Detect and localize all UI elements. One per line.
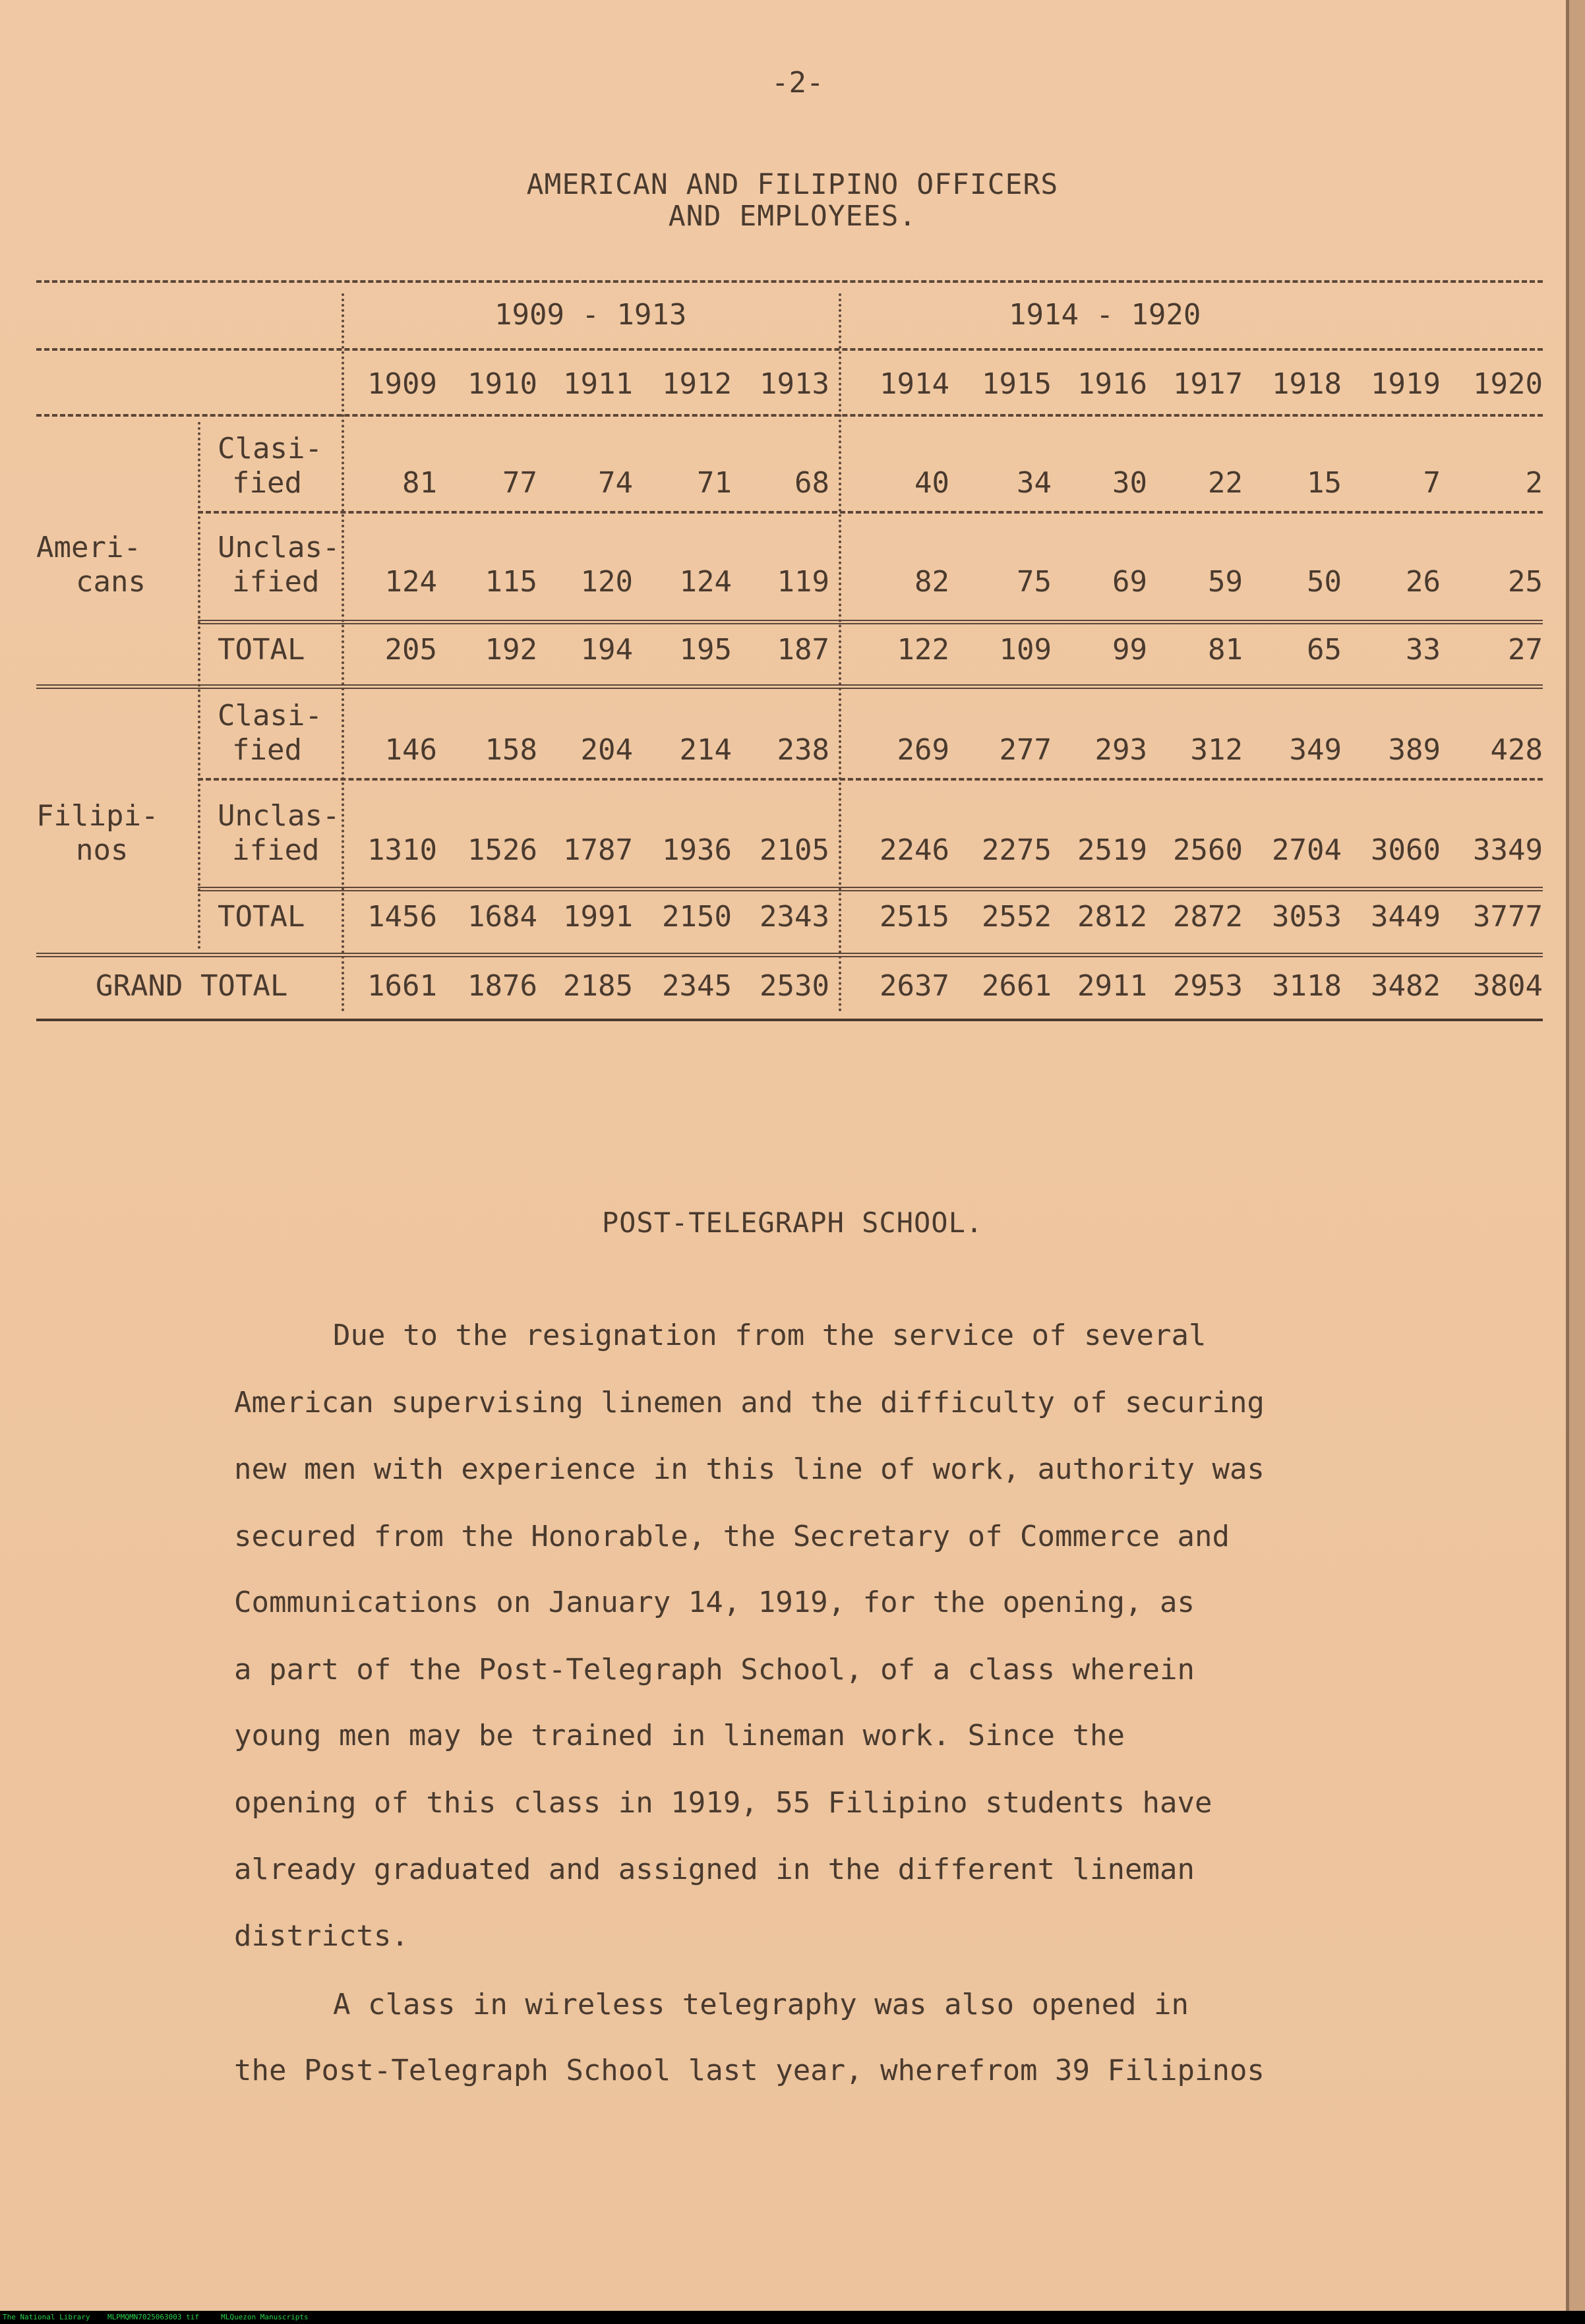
filipinos-total-cell: 3777 xyxy=(1473,900,1543,934)
filipinos-total-cell: 2343 xyxy=(760,900,829,934)
filipinos-total-cell: 1684 xyxy=(467,900,537,934)
filipinos-unclasified-cell: 2519 xyxy=(1077,833,1147,867)
filipinos-unclasified-cell: 2105 xyxy=(760,833,829,867)
grand-total-cell: 1876 xyxy=(467,969,537,1003)
year-header: 1920 xyxy=(1473,367,1543,401)
year-header: 1916 xyxy=(1077,367,1147,401)
grand-total-cell: 2661 xyxy=(982,969,1052,1003)
americans-total-cell: 205 xyxy=(384,633,437,667)
americans-unclasified-cell: 69 xyxy=(1112,565,1147,599)
grand-total-cell: 3118 xyxy=(1272,969,1342,1003)
americans-clasified-cell: 68 xyxy=(794,466,829,500)
filipinos-total-rule xyxy=(198,887,1543,891)
filipinos-sub-rule xyxy=(198,778,1543,781)
filipinos-unclasified-cell: 1936 xyxy=(662,833,732,867)
americans-unclasified-cell: 124 xyxy=(679,565,732,599)
table-title-line-2: AND EMPLOYEES. xyxy=(668,200,917,233)
filipinos-clasified-cell: 269 xyxy=(897,733,949,767)
filipinos-unclasified-cell: 2560 xyxy=(1173,833,1243,867)
americans-clasified-cell: 30 xyxy=(1112,466,1147,500)
americans-clasified-cell: 77 xyxy=(502,466,537,500)
paragraph-line: districts. xyxy=(234,1919,409,1953)
filipinos-total-cell: 1456 xyxy=(367,900,437,934)
unclasified-label: Unclas- xyxy=(218,799,340,833)
americans-unclasified-cell: 120 xyxy=(580,565,633,599)
filipinos-total-cell: 3449 xyxy=(1371,900,1441,934)
unclasified-label: Unclas- xyxy=(218,531,340,564)
clasified-label: Clasi- xyxy=(218,432,322,465)
filipinos-clasified-cell: 293 xyxy=(1094,733,1147,767)
grand-total-cell: 2637 xyxy=(880,969,949,1003)
americans-total-cell: 192 xyxy=(485,633,537,667)
americans-total-cell: 109 xyxy=(999,633,1052,667)
grand-total-cell: 3482 xyxy=(1371,969,1441,1003)
year-header: 1914 xyxy=(880,367,949,401)
filipinos-clasified-cell: 428 xyxy=(1490,733,1543,767)
page-number: -2- xyxy=(771,66,824,100)
employees-table xyxy=(0,0,1585,1068)
americans-unclasified-cell: 119 xyxy=(777,565,829,599)
grand-total-cell: 2953 xyxy=(1173,969,1243,1003)
paragraph-line: a part of the Post-Telegraph School, of a class wherein xyxy=(234,1653,1195,1686)
year-header: 1913 xyxy=(760,367,829,401)
total-label: TOTAL xyxy=(218,900,305,934)
year-header: 1909 xyxy=(367,367,437,401)
filipinos-unclasified-cell: 3060 xyxy=(1371,833,1441,867)
americans-unclasified-cell: 75 xyxy=(1017,565,1052,599)
filipinos-clasified-cell: 349 xyxy=(1289,733,1342,767)
americans-total-cell: 194 xyxy=(580,633,633,667)
americans-total-cell: 65 xyxy=(1307,633,1342,667)
americans-unclasified-cell: 115 xyxy=(485,565,537,599)
table-title-line-1: AMERICAN AND FILIPINO OFFICERS xyxy=(526,168,1059,201)
americans-total-cell: 27 xyxy=(1508,633,1543,667)
americans-clasified-cell: 7 xyxy=(1423,466,1441,500)
grand-total-cell: 2345 xyxy=(662,969,732,1003)
americans-unclasified-cell: 26 xyxy=(1406,565,1441,599)
year-rule xyxy=(36,414,1543,417)
americans-unclasified-cell: 82 xyxy=(914,565,949,599)
scan-footer: The National Library MLPMQMN7025063003 tif MLQuezon Manuscripts xyxy=(0,2311,1585,2324)
filipinos-unclasified-cell: 2275 xyxy=(982,833,1052,867)
grand-total-cell: 2911 xyxy=(1077,969,1147,1003)
paragraph-line: young men may be trained in lineman work. Since the xyxy=(234,1719,1125,1752)
paragraph-line: opening of this class in 1919, 55 Filipino students have xyxy=(234,1786,1212,1820)
americans-total-cell: 33 xyxy=(1406,633,1441,667)
total-label: TOTAL xyxy=(218,633,305,667)
group-header-1909-1913: 1909 - 1913 xyxy=(494,298,687,332)
filipinos-label: Filipi- xyxy=(36,799,159,833)
filipinos-total-cell: 2552 xyxy=(982,900,1052,934)
filipinos-clasified-cell: 146 xyxy=(384,733,437,767)
grand-total-cell: 2185 xyxy=(563,969,633,1003)
filipinos-unclasified-cell: 1526 xyxy=(467,833,537,867)
filipinos-total-cell: 2872 xyxy=(1173,900,1243,934)
header-rule xyxy=(36,348,1543,351)
year-header: 1918 xyxy=(1272,367,1342,401)
americans-clasified-cell: 22 xyxy=(1208,466,1243,500)
table-top-rule xyxy=(36,280,1543,283)
filipinos-label-2: nos xyxy=(76,833,129,867)
filipinos-unclasified-cell: 2246 xyxy=(880,833,949,867)
americans-sub-rule xyxy=(198,511,1543,514)
paragraph-line: Communications on January 14, 1919, for the opening, as xyxy=(234,1586,1195,1619)
americans-label-2: cans xyxy=(76,565,146,599)
filipinos-unclasified-cell: 1310 xyxy=(367,833,437,867)
filipinos-clasified-cell: 312 xyxy=(1190,733,1243,767)
grand-total-cell: 2530 xyxy=(760,969,829,1003)
americans-clasified-cell: 71 xyxy=(697,466,732,500)
grand-total-cell: 3804 xyxy=(1473,969,1543,1003)
americans-unclasified-cell: 50 xyxy=(1307,565,1342,599)
year-header: 1917 xyxy=(1173,367,1243,401)
americans-total-cell: 99 xyxy=(1112,633,1147,667)
filipinos-total-cell: 1991 xyxy=(563,900,633,934)
americans-total-rule xyxy=(198,620,1543,624)
filipinos-total-cell: 2515 xyxy=(880,900,949,934)
paragraph-line: secured from the Honorable, the Secretary of Commerce and xyxy=(234,1520,1230,1553)
filipinos-clasified-cell: 389 xyxy=(1388,733,1441,767)
year-header: 1911 xyxy=(563,367,633,401)
paragraph-line: Due to the resignation from the service of several xyxy=(333,1319,1207,1352)
section-rule xyxy=(36,684,1543,689)
filipinos-clasified-cell: 158 xyxy=(485,733,537,767)
americans-clasified-cell: 2 xyxy=(1525,466,1543,500)
americans-label: Ameri- xyxy=(36,531,141,564)
americans-clasified-cell: 15 xyxy=(1307,466,1342,500)
year-header: 1912 xyxy=(662,367,732,401)
paragraph-line: the Post-Telegraph School last year, wherefrom 39 Filipinos xyxy=(234,2054,1265,2087)
americans-total-cell: 122 xyxy=(897,633,949,667)
filipinos-clasified-cell: 238 xyxy=(777,733,829,767)
grand-total-top-rule xyxy=(36,953,1543,957)
filipinos-total-cell: 3053 xyxy=(1272,900,1342,934)
filipinos-clasified-cell: 204 xyxy=(580,733,633,767)
americans-total-cell: 81 xyxy=(1208,633,1243,667)
americans-unclasified-cell: 59 xyxy=(1208,565,1243,599)
filipinos-total-cell: 2812 xyxy=(1077,900,1147,934)
paragraph-line: A class in wireless telegraphy was also opened in xyxy=(333,1988,1189,2021)
americans-clasified-cell: 34 xyxy=(1017,466,1052,500)
col-separator xyxy=(839,293,844,1012)
col-separator xyxy=(198,422,203,949)
grand-total-label: GRAND TOTAL xyxy=(96,969,288,1003)
americans-clasified-cell: 74 xyxy=(598,466,633,500)
year-header: 1919 xyxy=(1371,367,1441,401)
americans-unclasified-cell: 124 xyxy=(384,565,437,599)
americans-unclasified-cell: 25 xyxy=(1508,565,1543,599)
filipinos-unclasified-cell: 3349 xyxy=(1473,833,1543,867)
filipinos-total-cell: 2150 xyxy=(662,900,732,934)
clasified-label-2: fied xyxy=(232,466,302,500)
filipinos-clasified-cell: 214 xyxy=(679,733,732,767)
paragraph-line: new men with experience in this line of work, authority was xyxy=(234,1452,1265,1486)
group-header-1914-1920: 1914 - 1920 xyxy=(1009,298,1201,332)
americans-clasified-cell: 81 xyxy=(402,466,437,500)
americans-total-cell: 187 xyxy=(777,633,829,667)
grand-total-cell: 1661 xyxy=(367,969,437,1003)
filipinos-unclasified-cell: 1787 xyxy=(563,833,633,867)
americans-total-cell: 195 xyxy=(679,633,732,667)
americans-clasified-cell: 40 xyxy=(914,466,949,500)
year-header: 1915 xyxy=(982,367,1052,401)
section-heading: POST-TELEGRAPH SCHOOL. xyxy=(601,1207,984,1239)
year-header: 1910 xyxy=(467,367,537,401)
clasified-label-2: fied xyxy=(232,733,302,767)
paragraph-line: already graduated and assigned in the different lineman xyxy=(234,1853,1195,1886)
table-bottom-rule xyxy=(36,1019,1543,1021)
unclasified-label-2: ified xyxy=(232,833,320,867)
filipinos-unclasified-cell: 2704 xyxy=(1272,833,1342,867)
col-separator xyxy=(342,293,347,1012)
unclasified-label-2: ified xyxy=(232,565,320,599)
filipinos-clasified-cell: 277 xyxy=(999,733,1052,767)
clasified-label: Clasi- xyxy=(218,699,322,732)
paragraph-line: American supervising linemen and the difficulty of securing xyxy=(234,1386,1265,1419)
